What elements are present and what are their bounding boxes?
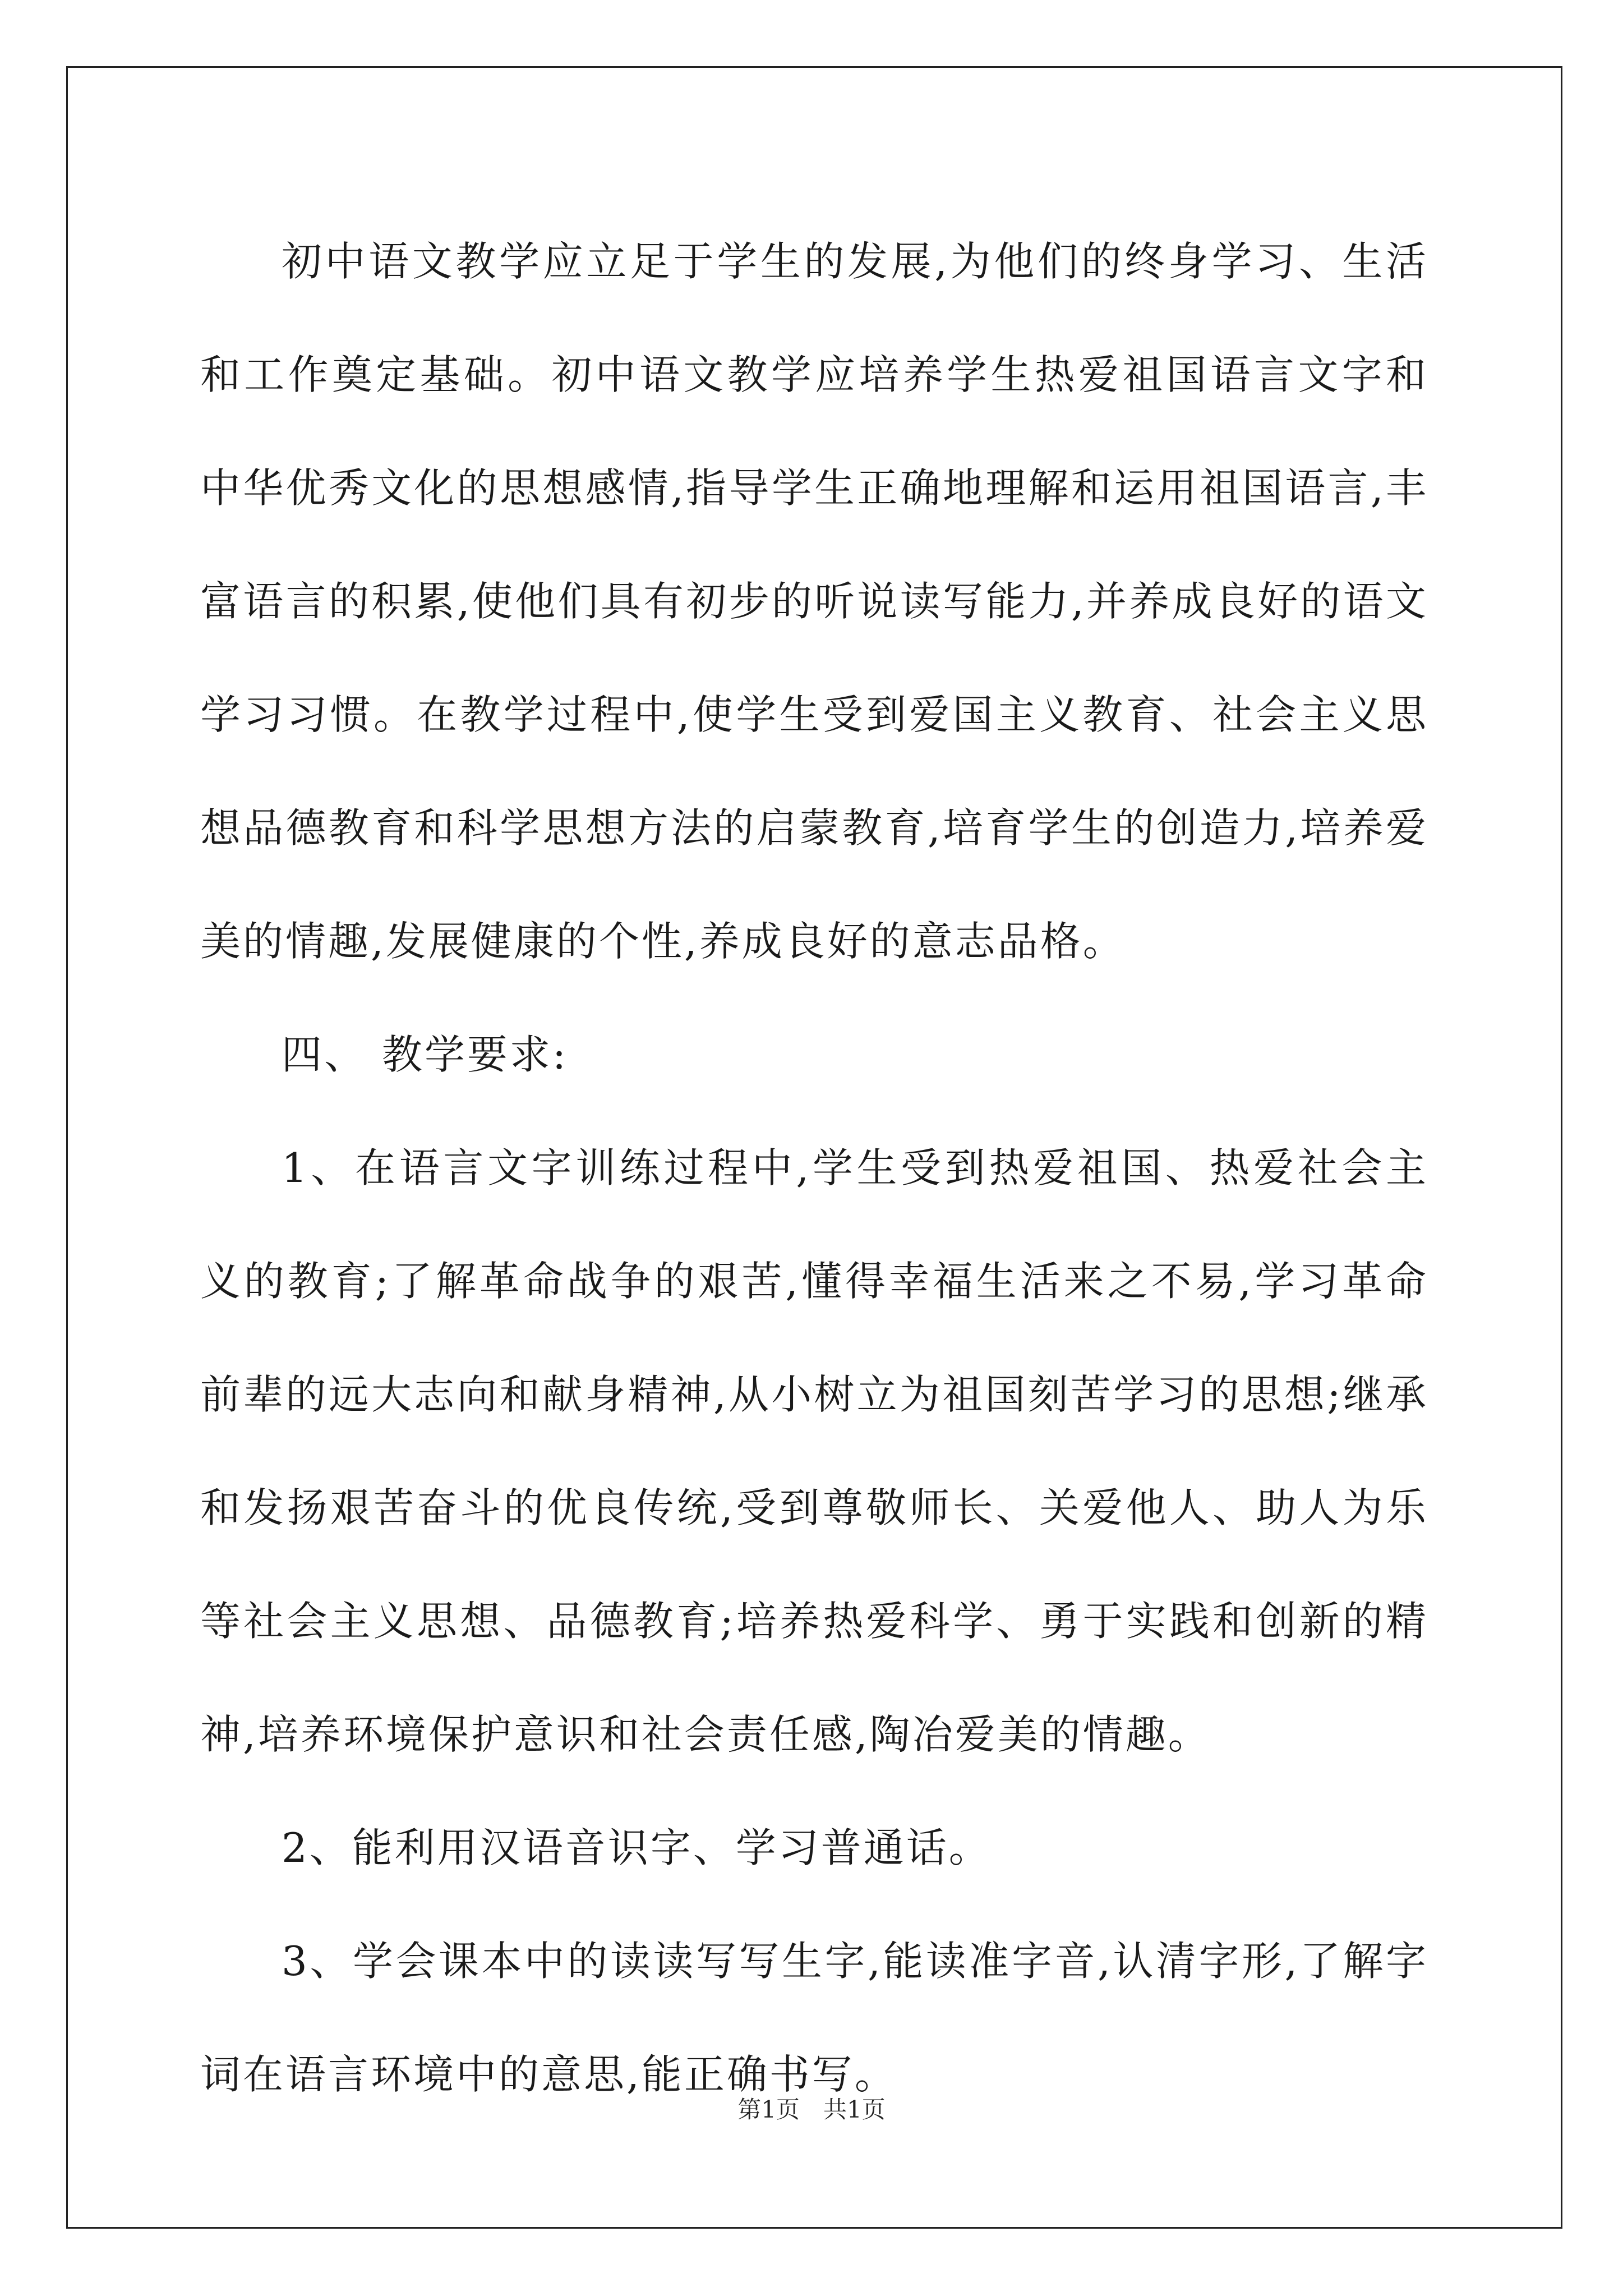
page-footer bbox=[0, 2091, 1623, 2125]
document-body bbox=[200, 205, 1428, 2131]
page-number: 第1页 bbox=[737, 2096, 800, 2123]
section-heading-requirements: 四、 教学要求: bbox=[282, 1031, 569, 1078]
paragraph-requirement-1: 1、在语言文字训练过程中,学生受到热爱祖国、热爱社会主义的教育;了解革命战争的艰苦,懂得幸福生活来之不易,学习革命前辈的远大志向和献身精神,从小树立为祖国刻苦学习的思想;继承和发扬艰苦奋斗的优良传统,受到尊敬师长、关爱他人、助人为乐等社会主义思想、品德教育;培养热爱科学、勇于实践和创新的精神,培养环境保护意识和社会责任感,陶冶爱美的情趣。 bbox=[200, 1144, 1428, 1758]
page-total: 共1页 bbox=[823, 2096, 886, 2123]
paragraph-requirement-3: 3、学会课本中的读读写写生字,能读准字音,认清字形,了解字词在语言环境中的意思,能正确书写。 bbox=[200, 1938, 1428, 2098]
paragraph-requirement-2: 2、能利用汉语音识字、学习普通话。 bbox=[282, 1824, 992, 1871]
paragraph-intro: 初中语文教学应立足于学生的发展,为他们的终身学习、生活和工作奠定基础。初中语文教学应培养学生热爱祖国语言文字和中华优秀文化的思想感情,指导学生正确地理解和运用祖国语言,丰富语言的积累,使他们具有初步的听说读写能力,并养成良好的语文学习习惯。在教学过程中,使学生受到爱国主义教育、社会主义思想品德教育和科学思想方法的启蒙教育,培育学生的创造力,培养爱美的情趣,发展健康的个性,养成良好的意志品格。 bbox=[200, 238, 1428, 965]
